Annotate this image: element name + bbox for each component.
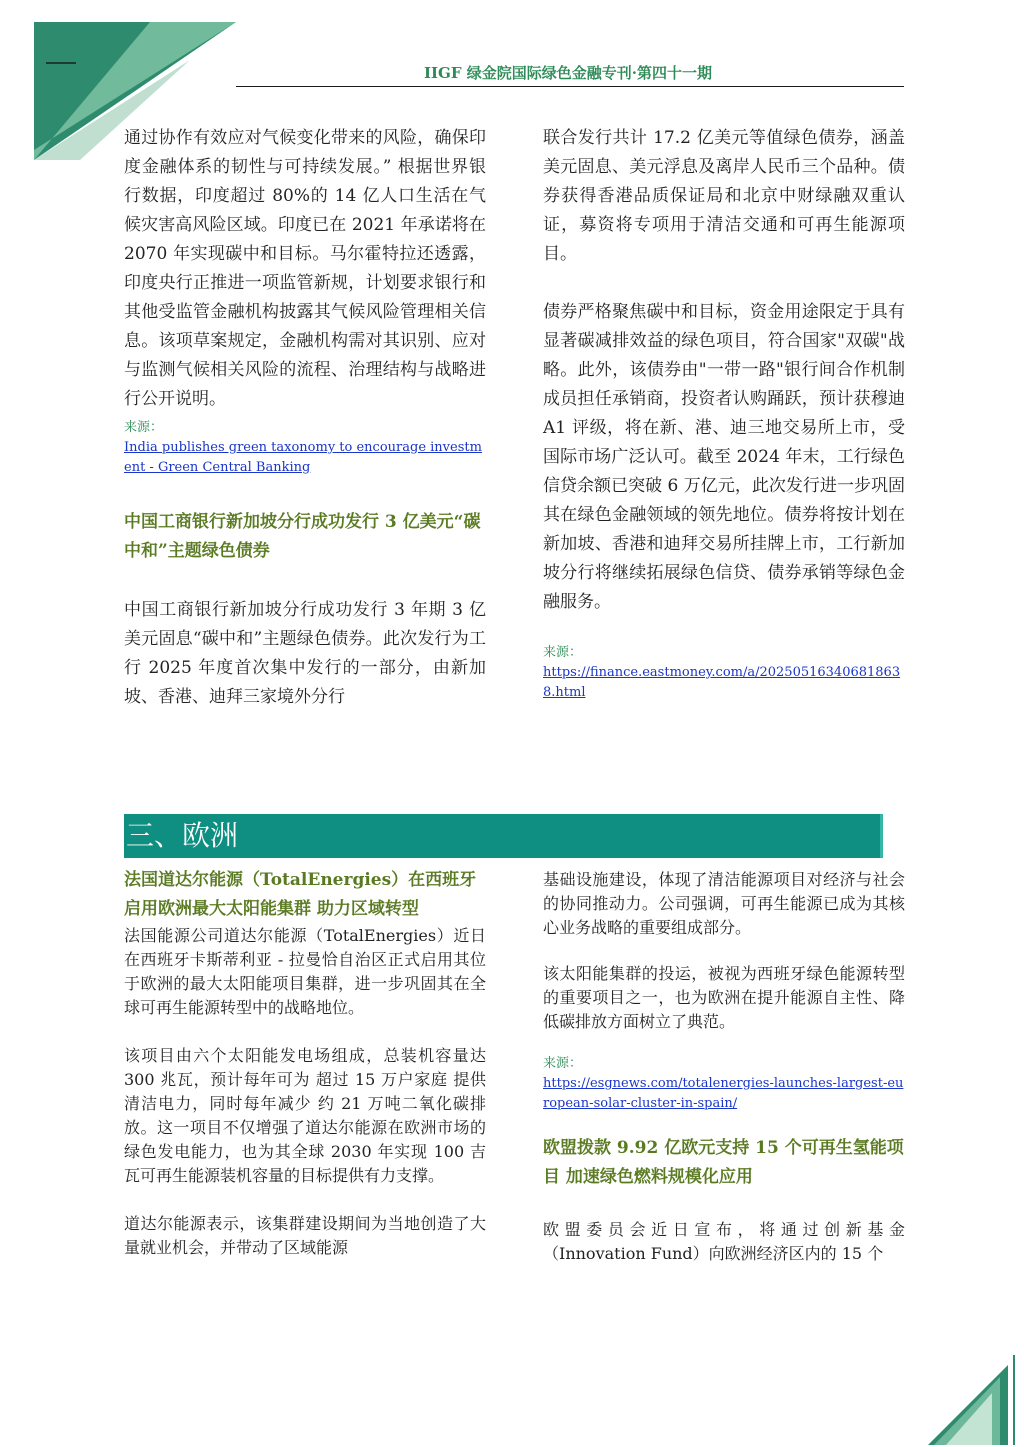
header-rule: [236, 86, 904, 87]
header-dash: [46, 62, 76, 64]
totalenergies-para-2: 该项目由六个太阳能发电场组成，总装机容量达 300 兆瓦，预计每年可为 超过 15 万户家庭 提供清洁电力，同时每年减少 约 21 万吨二氧化碳排放。这一项目不仅增强了道达尔能源在欧洲市场的绿色发电能力，也为其全球 2030 年实现 100 吉瓦可再生能源装机容量的目标提供有力支撑。: [124, 1046, 486, 1185]
bottom-right-column: [543, 868, 905, 1266]
totalenergies-para-1: 法国能源公司道达尔能源（TotalEnergies）近日在西班牙卡斯蒂利亚 - 拉曼恰自治区正式启用其位于欧洲的最大太阳能项目集群，进一步巩固其在全球可再生能源转型中的战略地位。: [124, 926, 486, 1017]
icbc-article-continued: 联合发行共计 17.2 亿美元等值绿色债券，涵盖美元固息、美元浮息及离岸人民币三个品种。债券获得香港品质保证局和北京中财绿融双重认证，募资将专项用于清洁交通和可再生能源项目。: [543, 128, 905, 264]
page-header-title: IIGF 绿金院国际绿色金融专刊·第四十一期: [424, 64, 712, 82]
india-article-body: 通过协作有效应对气候变化带来的风险，确保印度金融体系的韧性与可持续发展。” 根据世界银行数据，印度超过 80%的 14 亿人口生活在气候灾害高风险区域。印度已在 2021 年承诺将在 2070 年实现碳中和目标。马尔霍特拉还透露，印度央行正推进一项监管新规，计划要求银行和其他受监管金融机构披露其气候风险管理相关信息。该项草案规定，金融机构需对其识别、应对与监测气候相关风险的流程、治理结构与战略进行公开说明。: [124, 128, 486, 409]
source-label: 来源：: [543, 1056, 583, 1071]
spain-transition-para: 该太阳能集群的投运，被视为西班牙绿色能源转型的重要项目之一，也为欧洲在提升能源自主性、降低碳排放方面树立了典范。: [543, 964, 905, 1031]
top-right-column: [543, 124, 905, 703]
totalenergies-para-3: 道达尔能源表示，该集群建设期间为当地创造了大量就业机会，并带动了区域能源: [124, 1214, 486, 1257]
source-link-eastmoney[interactable]: https://finance.eastmoney.com/a/202505163406818638.html: [543, 665, 901, 700]
section-title: 三、欧洲: [126, 819, 239, 852]
source-label: 来源：: [543, 645, 583, 660]
source-link-esgnews[interactable]: https://esgnews.com/totalenergies-launches-largest-european-solar-cluster-in-spain/: [543, 1076, 904, 1111]
corner-decoration-bottom-right: [914, 1337, 1024, 1447]
icbc-article-heading: 中国工商银行新加坡分行成功发行 3 亿美元“碳中和”主题绿色债券: [124, 512, 481, 561]
eu-hydrogen-article-heading: 欧盟拨款 9.92 亿欧元支持 15 个可再生氢能项目 加速绿色燃料规模化应用: [543, 1138, 904, 1187]
section-banner-europe: [124, 814, 883, 858]
icbc-article-body: 中国工商银行新加坡分行成功发行 3 年期 3 亿美元固息“碳中和”主题绿色债券。此次发行为工行 2025 年度首次集中发行的一部分，由新加坡、香港、迪拜三家境外分行: [124, 600, 486, 707]
totalenergies-article-heading: 法国道达尔能源（TotalEnergies）在西班牙启用欧洲最大太阳能集群 助力区域转型: [124, 870, 477, 919]
icbc-article-detail: 债券严格聚焦碳中和目标，资金用途限定于具有显著碳减排效益的绿色项目，符合国家"双碳"战略。此外，该债券由"一带一路"银行间合作机制成员担任承销商，投资者认购踊跃，预计获穆迪 A1 评级，将在新、港、迪三地交易所上市，受国际市场广泛认可。截至 2024 年末，工行绿色信贷余额已突破 6 万亿元，此次发行进一步巩固其在绿色金融领域的领先地位。债券将按计划在新加坡、香港和迪拜交易所挂牌上市，工行新加坡分行将继续拓展绿色信贷、债券承销等绿色金融服务。: [543, 302, 905, 612]
totalenergies-continued: 基础设施建设，体现了清洁能源项目对经济与社会的协同推动力。公司强调，可再生能源已成为其核心业务战略的重要组成部分。: [543, 870, 905, 937]
source-label: 来源：: [124, 420, 164, 435]
bottom-left-column: [124, 866, 486, 1260]
eu-hydrogen-article-body: 欧盟委员会近日宣布，将通过创新基金（Innovation Fund）向欧洲经济区内的 15 个: [543, 1220, 905, 1263]
source-link-green-central-banking[interactable]: India publishes green taxonomy to encourage investment - Green Central Banking: [124, 440, 482, 475]
top-left-column: [124, 124, 486, 712]
